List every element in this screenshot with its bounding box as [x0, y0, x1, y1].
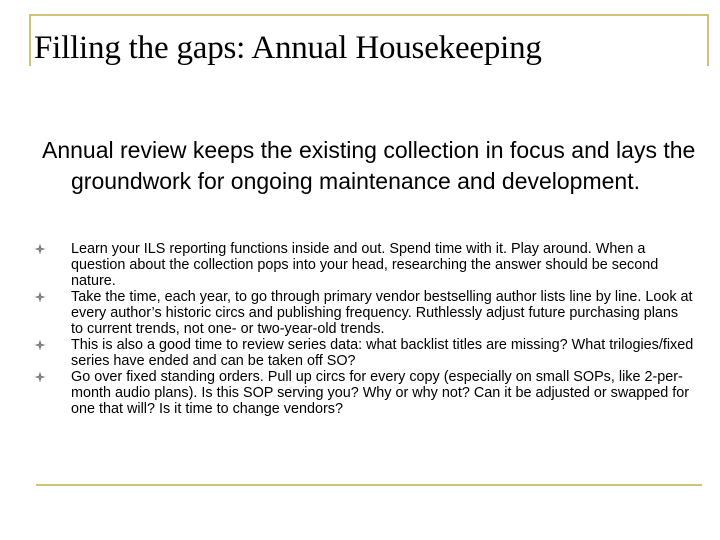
diamond-bullet-icon — [34, 291, 46, 303]
bullet-item-3 — [34, 337, 694, 369]
bullet-item-1 — [34, 241, 694, 289]
slide-title: Filling the gaps: Annual Housekeeping — [34, 30, 542, 66]
title-frame-top-rule — [29, 14, 709, 16]
bullet-text-3: This is also a good time to review series data: what backlist titles are missing? What trilogies/fixed series have ended and can be taken off SO? — [71, 337, 694, 369]
lead-paragraph: Annual review keeps the existing collection in focus and lays the groundwork for ongoing maintenance and development. — [42, 137, 696, 194]
title-frame-left-rule — [29, 14, 31, 66]
bullet-item-2 — [34, 289, 694, 337]
diamond-bullet-icon — [34, 243, 46, 255]
bottom-accent-rule — [36, 484, 702, 486]
diamond-bullet-icon — [34, 371, 46, 383]
bullet-text-2: Take the time, each year, to go through primary vendor bestselling author lists line by line. Look at every author’s historic circs and publishing frequency. Ruthlessly adjust future purchasing plans to current trends, not one- or two-year-old trends. — [71, 289, 693, 337]
title-frame-right-rule — [707, 14, 709, 66]
bullet-text-4: Go over fixed standing orders. Pull up circs for every copy (especially on small SOPs, like 2-per-month audio plans). Is this SOP serving you? Why or why not? Can it be adjusted or swapped for one that will? Is it time to change vendors? — [71, 369, 690, 417]
bullet-text-1: Learn your ILS reporting functions inside and out. Spend time with it. Play around. When a question about the collection pops into your head, researching the answer should be second nature. — [71, 241, 659, 289]
bullet-list — [34, 241, 694, 417]
bullet-item-4 — [34, 369, 694, 417]
diamond-bullet-icon — [34, 339, 46, 351]
